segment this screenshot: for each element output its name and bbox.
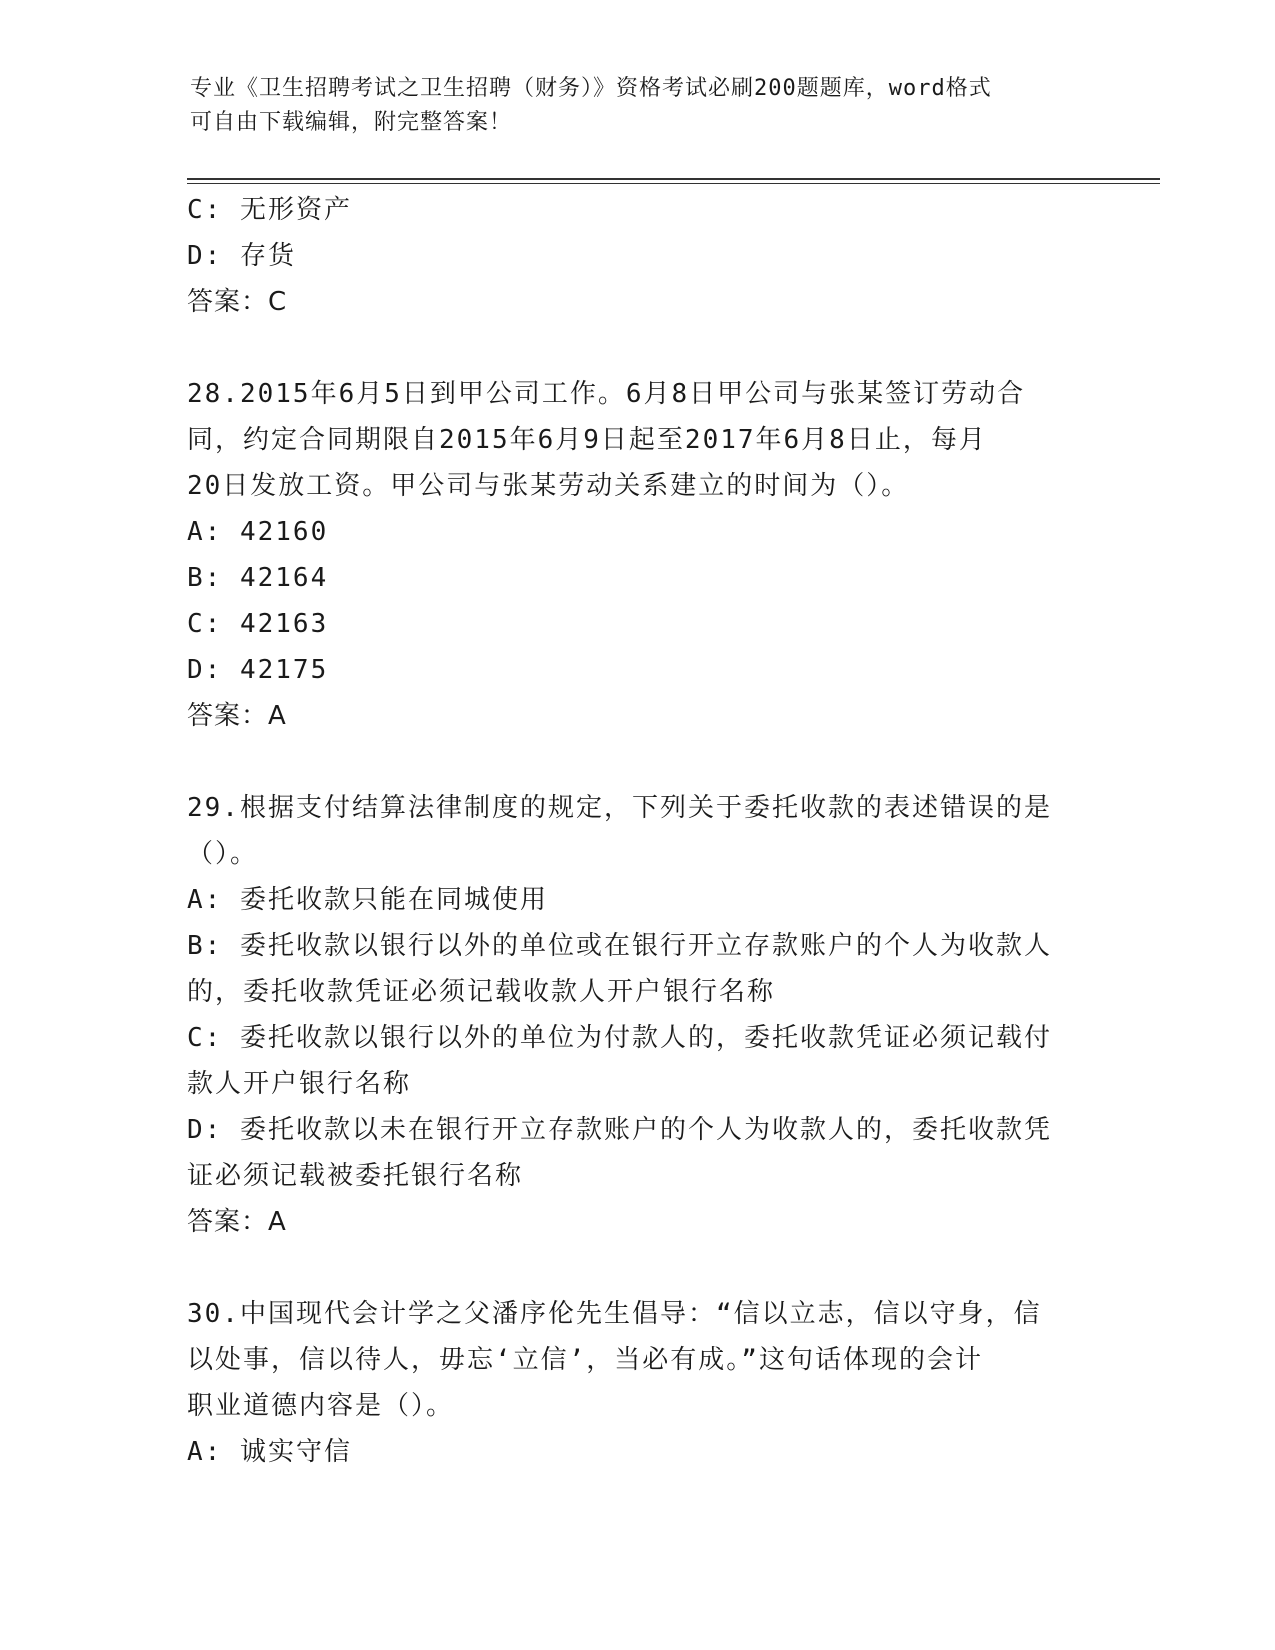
header-divider-thin xyxy=(187,183,1160,184)
question-stem-line: 29.根据支付结算法律制度的规定，下列关于委托收款的表述错误的是 xyxy=(187,793,1052,823)
option-c: C: 42163 xyxy=(187,609,329,639)
question-28 xyxy=(187,371,1087,739)
answer-line: 答案：A xyxy=(187,1207,287,1237)
question-29 xyxy=(187,785,1087,1245)
document-header xyxy=(190,72,1070,140)
answer-line: 答案：C xyxy=(187,287,288,317)
question-stem-line: 28.2015年6月5日到甲公司工作。6月8日甲公司与张某签订劳动合 xyxy=(187,379,1026,409)
option-b-continued: 的，委托收款凭证必须记载收款人开户银行名称 xyxy=(187,977,776,1007)
option-b: B: 42164 xyxy=(187,563,329,593)
option-a: A: 42160 xyxy=(187,517,329,547)
question-stem-line: 以处事，信以待人，毋忘‘立信’，当必有成。”这句话体现的会计 xyxy=(187,1345,983,1375)
option-c-continued: 款人开户银行名称 xyxy=(187,1069,412,1099)
option-d-continued: 证必须记载被委托银行名称 xyxy=(187,1161,524,1191)
option-c: C: 委托收款以银行以外的单位为付款人的，委托收款凭证必须记载付 xyxy=(187,1023,1052,1053)
header-divider-thick xyxy=(187,178,1160,180)
question-stem-line: （）。 xyxy=(187,839,259,869)
question-stem-line: 职业道德内容是（）。 xyxy=(187,1391,455,1421)
option-d: D: 42175 xyxy=(187,655,329,685)
question-stem-line: 同，约定合同期限自2015年6月9日起至2017年6月8日止，每月 xyxy=(187,425,987,455)
header-line-2: 可自由下载编辑，附完整答案！ xyxy=(190,110,513,135)
option-a: A: 诚实守信 xyxy=(187,1437,352,1467)
prev-question-tail xyxy=(187,187,1087,325)
question-stem-line: 30.中国现代会计学之父潘序伦先生倡导：“信以立志，信以守身，信 xyxy=(187,1299,1042,1329)
option-d: D: 存货 xyxy=(187,241,296,271)
document-body xyxy=(187,187,1087,1475)
option-c: C: 无形资产 xyxy=(187,195,352,225)
spacer xyxy=(187,1245,1087,1291)
header-line-1: 专业《卫生招聘考试之卫生招聘（财务）》资格考试必刷200题题库，word格式 xyxy=(190,76,992,101)
spacer xyxy=(187,325,1087,371)
spacer xyxy=(187,739,1087,785)
option-d: D: 委托收款以未在银行开立存款账户的个人为收款人的，委托收款凭 xyxy=(187,1115,1052,1145)
option-a: A: 委托收款只能在同城使用 xyxy=(187,885,548,915)
question-30 xyxy=(187,1291,1087,1475)
question-stem-line: 20日发放工资。甲公司与张某劳动关系建立的时间为（）。 xyxy=(187,471,910,501)
option-b: B: 委托收款以银行以外的单位或在银行开立存款账户的个人为收款人 xyxy=(187,931,1052,961)
answer-line: 答案：A xyxy=(187,701,287,731)
